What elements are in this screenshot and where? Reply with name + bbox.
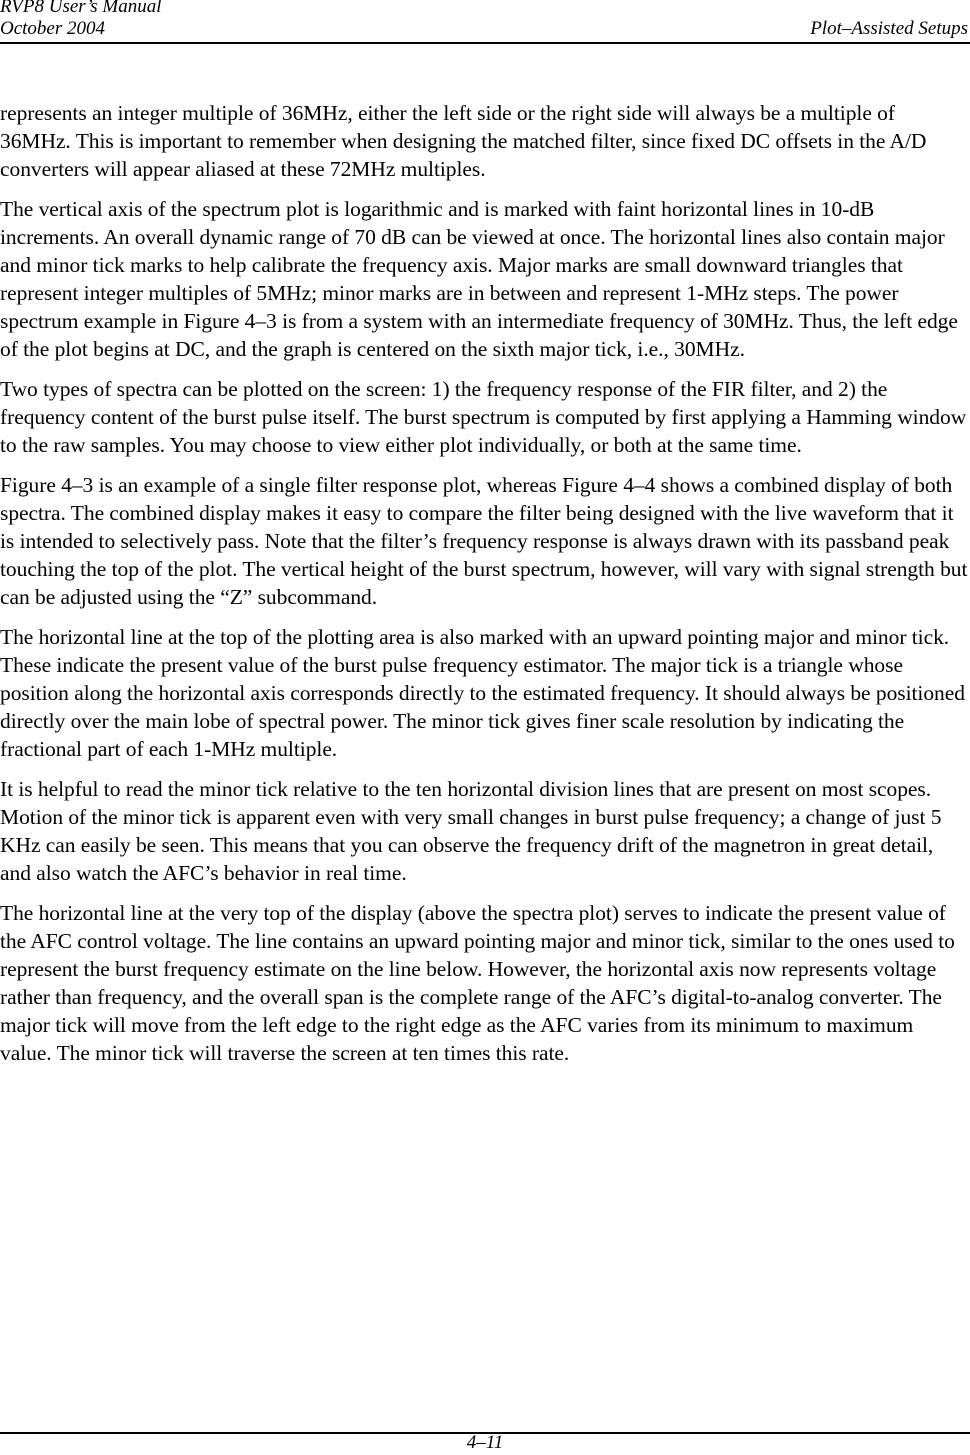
page-number: 4–11 (466, 1432, 504, 1453)
paragraph: The horizontal line at the top of the plotting area is also marked with an upward pointing major and minor tick. These indicate the present value of the burst pulse frequency estimator. The major tick is a triangle whose position along the horizontal axis corresponds directly to the estimated frequency. It should always be positioned directly over the main lobe of spectral power. The minor tick gives finer scale resolution by indicating the fractional part of each 1-MHz multiple. (0, 625, 965, 761)
header-left-block (0, 0, 162, 40)
paragraph: The horizontal line at the very top of the display (above the spectra plot) serves to indicate the present value of the AFC control voltage. The line contains an upward pointing major and minor tick, similar to the ones used to represent the burst frequency estimate on the line below. However, the horizontal axis now represents voltage rather than frequency, and the overall span is the complete range of the AFC’s digital-to-analog converter. The major tick will move from the left edge to the right edge as the AFC varies from its minimum to maximum value. The minor tick will traverse the screen at ten times this rate. (0, 901, 955, 1065)
paragraph: Figure 4–3 is an example of a single filter response plot, whereas Figure 4–4 shows a combined display of both spectra. The combined display makes it easy to compare the filter being designed with the live waveform that it is intended to selectively pass. Note that the filter’s frequency response is always drawn with its passband peak touching the top of the plot. The vertical height of the burst spectrum, however, will vary with signal strength but can be adjusted using the “Z” subcommand. (0, 473, 968, 609)
section-title: Plot–Assisted Setups (810, 18, 968, 39)
page-header (0, 0, 970, 44)
paragraph: The vertical axis of the spectrum plot is logarithmic and is marked with faint horizontal lines in 10-dB increments. An overall dynamic range of 70 dB can be viewed at once. The horizontal lines also contain major and minor tick marks to help calibrate the frequency axis. Major marks are small downward triangles that represent integer multiples of 5MHz; minor marks are in between and represent 1-MHz steps. The power spectrum example in Figure 4–3 is from a system with an intermediate frequency of 30MHz. Thus, the left edge of the plot begins at DC, and the graph is centered on the sixth major tick, i.e., 30MHz. (0, 197, 958, 361)
manual-title: RVP8 User’s Manual (0, 0, 162, 17)
paragraph: represents an integer multiple of 36MHz, either the left side or the right side will always be a multiple of 36MHz. This is important to remember when designing the matched filter, since fixed DC offsets in the A/D converters will appear aliased at these 72MHz multiples. (0, 101, 927, 181)
paragraph: Two types of spectra can be plotted on the screen: 1) the frequency response of the FIR filter, and 2) the frequency content of the burst pulse itself. The burst spectrum is computed by first applying a Hamming window to the raw samples. You may choose to view either plot individually, or both at the same time. (0, 377, 967, 457)
paragraph: It is helpful to read the minor tick relative to the ten horizontal division lines that are present on most scopes. Motion of the minor tick is apparent even with very small changes in burst pulse frequency; a change of just 5 KHz can easily be seen. This means that you can observe the frequency drift of the magnetron in great detail, and also watch the AFC’s behavior in real time. (0, 777, 942, 885)
body-text (0, 99, 968, 1079)
manual-date: October 2004 (0, 18, 106, 39)
